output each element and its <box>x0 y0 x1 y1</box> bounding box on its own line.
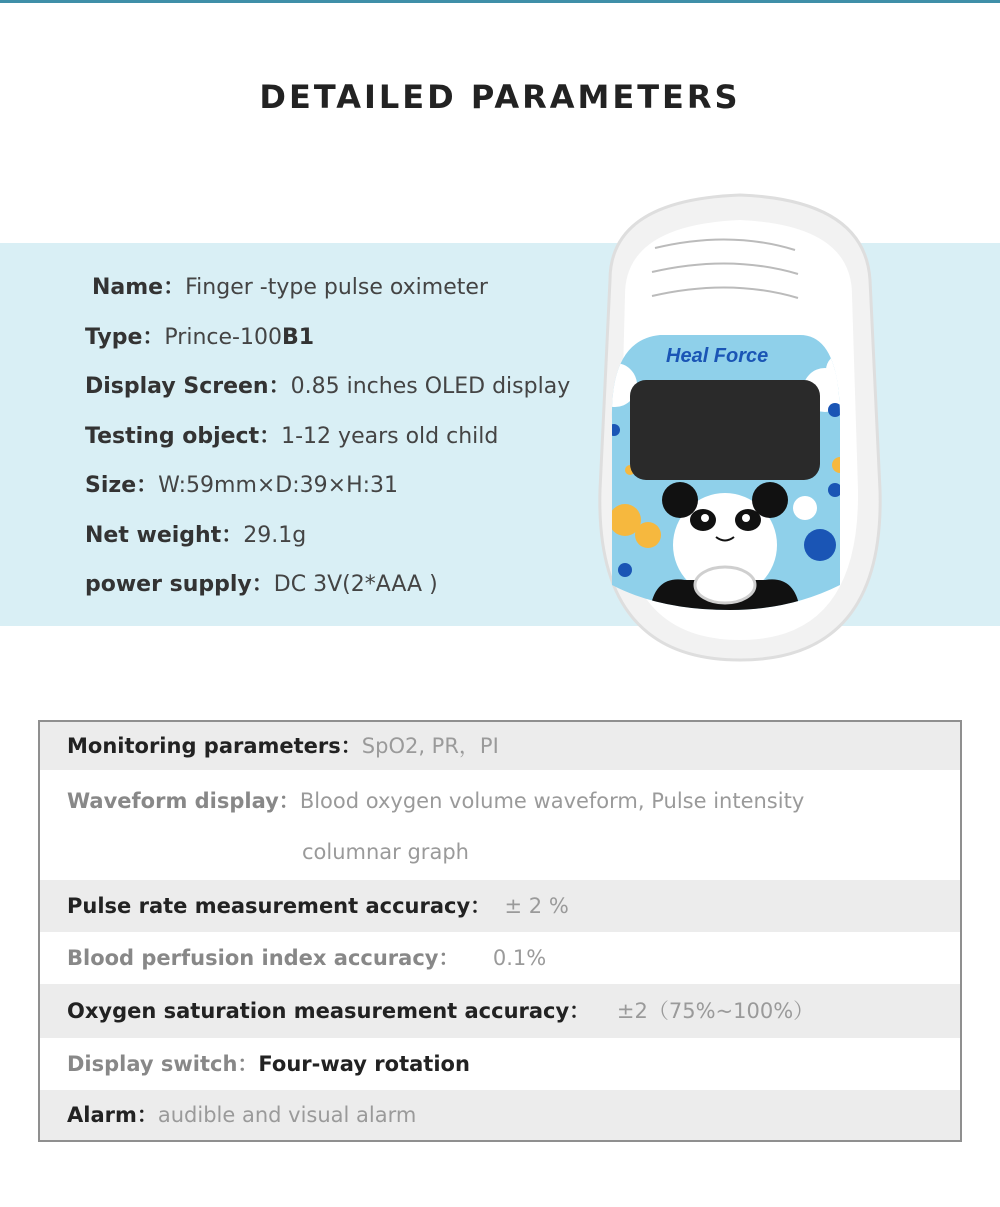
spec-row-weight: Net weight：29.1g <box>85 522 307 548</box>
table-row: Blood perfusion index accuracy： 0.1% <box>67 946 547 970</box>
oximeter-device-image <box>590 190 890 670</box>
spec-row-display: Display Screen：0.85 inches OLED display <box>85 374 571 399</box>
spec-row-name: Name：Finger -type pulse oximeter <box>92 275 488 300</box>
table-row: Oxygen saturation measurement accuracy： ±2（75%~100%） <box>40 984 960 1038</box>
spec-row-power: power supply：DC 3V(2*AAA ) <box>85 572 438 597</box>
page-title: DETAILED PARAMETERS <box>259 78 741 116</box>
table-row: Pulse rate measurement accuracy： ± 2 % <box>40 880 960 932</box>
table-row: Monitoring parameters：SpO2, PR，PI <box>40 722 960 770</box>
table-row: Display switch：Four-way rotation <box>67 1052 470 1076</box>
table-row: Alarm：audible and visual alarm <box>40 1090 960 1140</box>
table-row-continued: columnar graph <box>302 840 469 864</box>
device-faceplate <box>593 330 858 620</box>
parameters-table <box>38 720 962 1142</box>
spec-row-size: Size：W:59mm×D:39×H:31 <box>85 473 399 498</box>
spec-row-testing: Testing object：1-12 years old child <box>85 423 499 449</box>
device-brand-label: Heal Force <box>666 345 769 367</box>
spec-row-type: Type：Prince-100B1 <box>85 324 315 350</box>
top-accent-line <box>0 0 1000 3</box>
spec-list <box>85 270 570 617</box>
table-row: Waveform display：Blood oxygen volume waveform, Pulse intensity <box>67 789 805 813</box>
